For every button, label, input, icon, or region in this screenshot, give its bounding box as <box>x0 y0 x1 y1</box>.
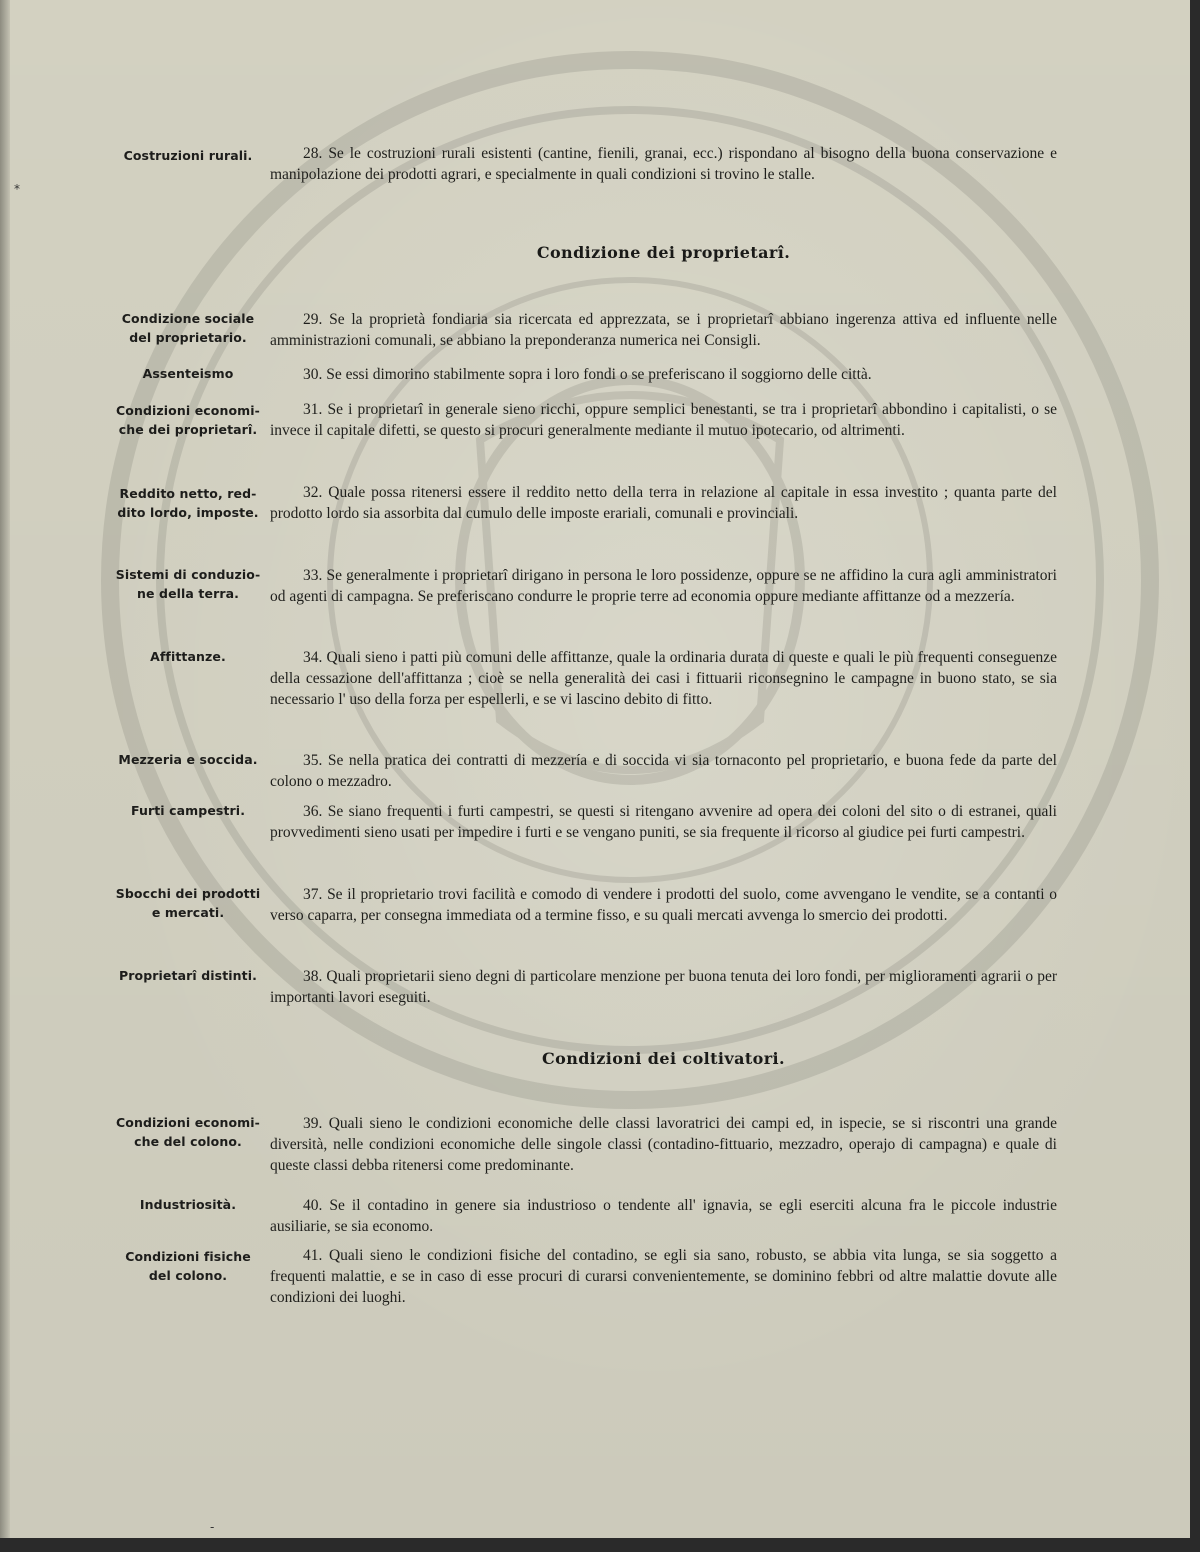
page-mark: * <box>14 182 20 196</box>
margin-label-line: dito lordo, imposte. <box>117 505 259 520</box>
margin-label-line: che dei proprietarî. <box>118 422 258 437</box>
margin-label <box>108 884 268 922</box>
margin-label: Proprietarî distinti. <box>119 968 257 983</box>
paragraph: 38. Quali proprietarii sieno degni di particolare menzione per buona tenuta dei loro fondi, per miglioramenti agrarii o per importanti lavori eseguiti. <box>270 968 1057 1006</box>
paragraph: 39. Quali sieno le condizioni economiche delle classi lavoratrici dei campi ed, in ispecie, se si riscontri una grande diversità, nelle condizioni economiche delle singole classi (contadino-fittuario, mezzadro, operajo di campagna) e quale di queste classi debba ritenersi come predominante. <box>270 1115 1057 1174</box>
margin-label-line: Reddito netto, red- <box>119 486 257 501</box>
paragraph: 40. Se il contadino in genere sia industrioso o tendente all' ignavia, se egli eserciti alcuna fra le piccole industrie ausiliarie, se sia economo. <box>270 1197 1057 1235</box>
page-mark: - <box>210 1520 215 1534</box>
margin-label: Costruzioni rurali. <box>123 148 253 163</box>
page-edge-shadow <box>0 0 10 1538</box>
margin-label-line: Condizione sociale <box>121 311 255 326</box>
margin-label: Mezzeria e soccida. <box>118 752 258 767</box>
paragraph: 35. Se nella pratica dei contratti di mezzería e di soccida vi sia tornaconto pel proprietario, e buona fede da parte del colono o mezzadro. <box>270 752 1057 790</box>
paragraph: 33. Se generalmente i proprietarî dirigano in persona le loro possidenze, oppure se ne affidino la cura agli amministratori od agenti di campagna. Se preferiscano condurre le proprie terre ad economia oppure mediante affittanze od a mezzería. <box>270 567 1057 605</box>
paragraph: 32. Quale possa ritenersi essere il reddito netto della terra in relazione al capitale in essa investito ; quanta parte del prodotto lordo sia assorbita dal cumulo delle imposte erariali, comunali e provinciali. <box>270 484 1057 522</box>
paragraph: 36. Se siano frequenti i furti campestri, se questi si ritengano avvenire ad opera dei coloni del sito o di estranei, quali provvedimenti sieno usati per impedire i furti e se vengano puniti, se sia frequente il ricorso al giudice pei furti campestri. <box>270 803 1057 841</box>
margin-label <box>108 1113 268 1151</box>
margin-label-line: Condizioni economi- <box>116 1115 260 1130</box>
section-heading: Condizioni dei coltivatori. <box>541 1049 785 1068</box>
margin-label: Furti campestri. <box>130 803 246 818</box>
margin-label <box>108 309 268 347</box>
margin-label-line: Condizioni economi- <box>116 403 260 418</box>
paragraph: 41. Quali sieno le condizioni fisiche del contadino, se egli sia sano, robusto, se abbia vita lunga, se sia soggetto a frequenti malattie, e se in caso di esse procuri di curarsi convenientemente, se dominino febbri od altre malattie dovute alle condizioni dei luoghi. <box>270 1247 1057 1306</box>
paragraph: 28. Se le costruzioni rurali esistenti (cantine, fienili, granai, ecc.) rispondano al bisogno della buona conservazione e manipolazione dei prodotti agrari, e specialmente in quali condizioni si trovino le stalle. <box>270 145 1057 183</box>
section-heading: Condizione dei proprietarî. <box>536 243 791 262</box>
margin-label: Affittanze. <box>150 649 226 664</box>
margin-label-line: del colono. <box>148 1268 228 1283</box>
margin-label <box>108 401 268 439</box>
margin-label <box>108 1247 268 1285</box>
margin-label-line: Sbocchi dei prodotti <box>115 886 261 901</box>
margin-label-line: del proprietario. <box>129 330 247 345</box>
margin-label-line: Condizioni fisiche <box>125 1249 251 1264</box>
margin-label: Assenteismo <box>142 366 234 381</box>
paragraph: 31. Se i proprietarî in generale sieno ricchi, oppure semplici benestanti, se tra i proprietarî abbondino i capitalisti, o se invece il capitale difetti, se questo si procuri generalmente mediante il mutuo ipotecario, od altrimenti. <box>270 401 1057 439</box>
margin-label-line: ne della terra. <box>137 586 239 601</box>
margin-label <box>108 565 268 603</box>
paragraph: 34. Quali sieno i patti più comuni delle affittanze, quale la ordinaria durata di queste e quali le più frequenti conseguenze della cessazione dell'affittanza ; cioè se nella generalità dei casi i fittuarii riconsegnino le campagne in buono stato, se sia necessario l' uso della forza per espellerli, e se vi lascino debito di fitto. <box>270 649 1057 708</box>
paragraph: 29. Se la proprietà fondiaria sia ricercata ed apprezzata, se i proprietarî abbiano ingerenza attiva ed influente nelle amministrazioni comunali, se abbiano la preponderanza numerica nei Consigli. <box>270 311 1057 349</box>
margin-label-line: e mercati. <box>151 905 225 920</box>
margin-label-line: che del colono. <box>134 1134 242 1149</box>
paragraph: 30. Se essi dimorino stabilmente sopra i loro fondi o se preferiscano il soggiorno delle città. <box>303 366 872 383</box>
margin-label <box>108 484 268 522</box>
margin-label: Industriosità. <box>139 1197 237 1212</box>
paragraph: 37. Se il proprietario trovi facilità e comodo di vendere i prodotti del suolo, come avvengano le vendite, se a contanti o verso caparra, per consegna immediata od a termine fisso, e su quali mercati avvenga lo smercio dei prodotti. <box>270 886 1057 924</box>
margin-label-line: Sistemi di conduzio- <box>115 567 261 582</box>
